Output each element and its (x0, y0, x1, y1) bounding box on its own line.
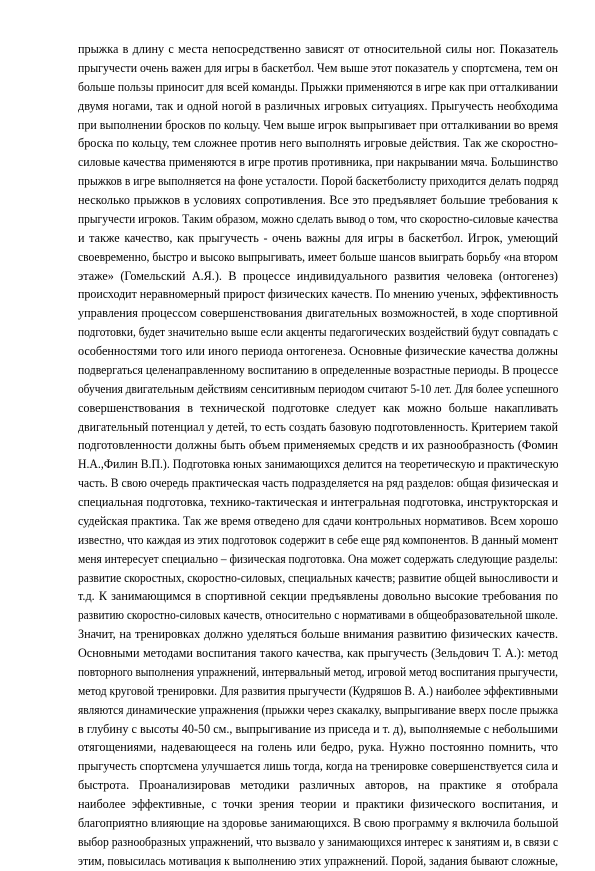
text-line: управления процессом совершенствования двигательных возможностей, в ходе спортивной (78, 306, 558, 321)
text-line: прыгучести игроков. Таким образом, можно сделать вывод о том, что скоростно-силовые качества (78, 211, 559, 226)
text-line: судейская практика. Так же время отведено для сдачи контрольных нормативов. Всем хорошо (78, 513, 559, 528)
text-line: прыгучесть спортсмена улучшается лишь тогда, когда на тренировке совершенствуется сила и (78, 759, 559, 774)
text-line: особенностями того или иного периода онтогенеза. Основные физические качества должны (78, 344, 558, 358)
text-line: подготовленности должны быть объем применяемых средств и их разнообразность (Фомин (78, 438, 558, 453)
text-line: Основными методами воспитания такого качества, как прыгучесть (Зельдович Т. А.): метод (78, 646, 558, 660)
text-line: двигательный потенциал у детей, то есть создать базовую подготовленность. Критерием такой (78, 419, 558, 434)
text-line: быстрота. Проанализировав методики различных авторов, на практике я отобрала (78, 778, 558, 793)
text-line: благоприятно влияющие на здоровье занимающихся. В свою программу я включила большой (78, 815, 559, 830)
text-line: являются динамические упражнения (прыжки через скакалку, выпрыгивание вверх после прыжка (78, 702, 559, 717)
body-paragraph (78, 40, 558, 871)
text-line: подвергаться целенаправленному воспитанию в определенные возрастные периоды. В процессе (78, 362, 559, 377)
text-line: т.д. К занимающимся в спортивной секции предъявлены довольно высокие требования по (78, 589, 558, 604)
text-line: и также качество, как прыгучесть - очень важны для игры в баскетбол. Игрок, умеющий (78, 230, 558, 245)
text-line: развитие скоростных, скоростно-силовых, специальных качеств; развитие общей выносливости и (78, 570, 558, 585)
text-line: двумя ногами, так и одной ногой в различных игровых ситуациях. Прыгучесть необходима (78, 98, 558, 113)
text-line: происходит неравномерный прирост физических качеств. По мнению ученых, эффективность (78, 287, 559, 302)
text-line: в глубину с высоты 40-50 см., выпрыгивание из приседа и т. д), выполняемые с небольшими (78, 721, 558, 736)
text-line: повторного выполнения упражнений, интервальный метод, игровой метод воспитания прыгучести, (78, 664, 558, 679)
text-line: отягощениями, надевающееся на голень или бедро, рука. Нужно постоянно помнить, что (78, 740, 558, 755)
text-line: совершенствования в технической подготовке следует как можно больше накапливать (78, 400, 558, 415)
text-line: известно, что каждая из этих подготовок содержит в себе еще ряд компонентов. В данный момент (78, 532, 559, 547)
text-line: при выполнении бросков по кольцу. Чем выше игрок выпрыгивает при отталкивании во время (78, 117, 559, 132)
text-line: больше пользы приносит для всей команды. Прыжки применяются в игре как при отталкивании (78, 79, 559, 94)
text-line: часть. В свою очередь практическая часть подразделяется на ряд разделов: общая физическая и (78, 476, 559, 491)
text-line: Значит, на тренировках должно уделяться больше внимания развитию физических качеств. (78, 627, 558, 642)
text-line: силовые качества применяются в игре против противника, при накрывании мяча. Большинство (78, 155, 558, 170)
text-line: обучения двигательным действиям сенситивным периодом считают 5-10 лет. Для более успешного (78, 381, 559, 396)
text-line: броска по кольцу, тем сложнее против него выполнять игровые действия. Так же скоростно- (78, 136, 558, 151)
text-line: метод круговой тренировки. Для развития прыгучести (Кудряшов В. А.) наиболее эффективными (78, 683, 559, 698)
text-line: прыгучести очень важен для игры в баскетбол. Чем выше этот показатель у спортсмена, тем он (78, 60, 558, 75)
text-line: меня интересует специально – физическая подготовка. Она может содержать следующие разделы: (78, 551, 558, 566)
text-line: несколько прыжков в условиях сопротивления. Все это предъявляет большие требования к (78, 193, 558, 207)
text-line: этим, повысилась мотивация к выполнению этих упражнений. Порой, задания бывают сложные, (78, 853, 559, 868)
text-line: специальная подготовка, технико-тактическая и интегральная подготовка, инструкторская и (78, 495, 558, 509)
text-line: подготовки, будет значительно выше если акценты педагогических воздействий будут совпадать с (78, 325, 558, 340)
text-line: Н.А.,Филин В.П.). Подготовка юных занимающихся делится на теоретическую и практическую (78, 457, 559, 472)
text-line: этаже» (Гомельский А.Я.). В процессе индивидуального развития человека (онтогенез) (78, 268, 558, 283)
text-line: выбор разнообразных упражнений, что вызвало у занимающихся интерес к занятиям и, в связи с (78, 834, 559, 849)
text-line: прыжка в длину с места непосредственно зависят от относительной силы ног. Показатель (78, 42, 558, 56)
text-line: прыжков в игре выполняется на фоне усталости. Порой баскетболисту приходится делать подряд (78, 174, 559, 189)
text-line: своевременно, быстро и высоко выпрыгивать, имеет больше шансов выиграть борьбу «на втором (78, 249, 558, 264)
text-line: развитию скоростно-силовых качеств, относительно с нормативами в общеобразовательной школе. (78, 608, 558, 623)
text-line: наиболее эффективные, с точки зрения теории и практики физического воспитания, и (78, 797, 558, 811)
